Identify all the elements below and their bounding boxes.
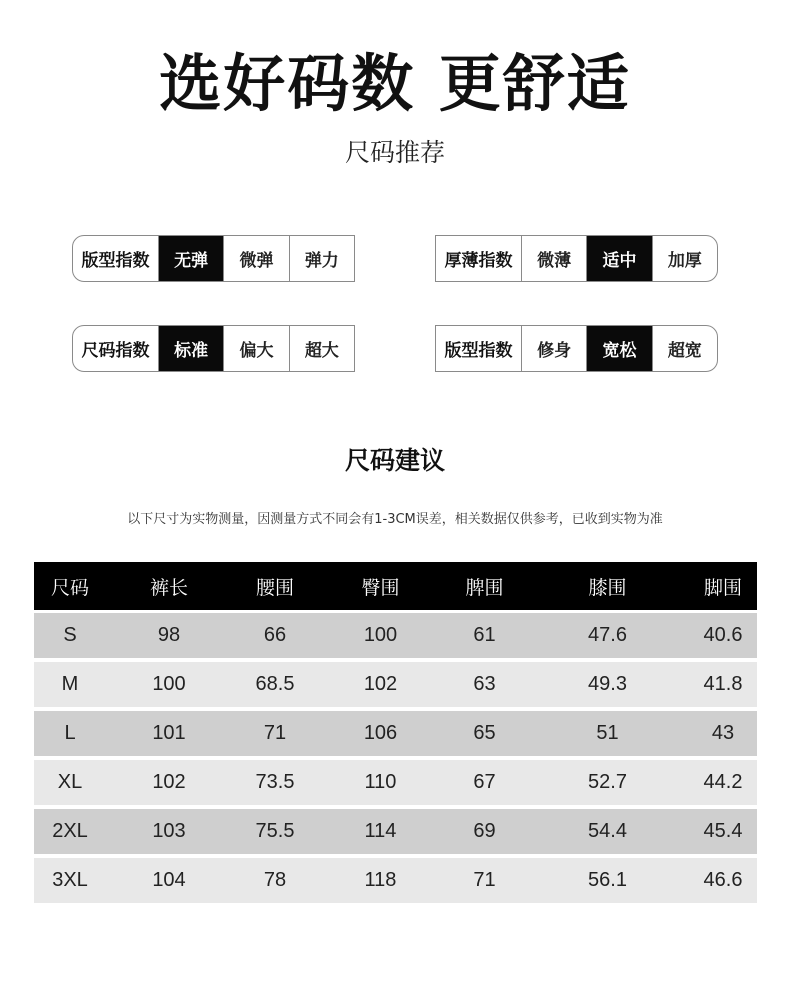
index-option-selected: 宽松 — [587, 326, 652, 371]
table-cell: 104 — [152, 869, 186, 891]
table-header-cell: 脾围 — [465, 576, 504, 599]
table-cell: 52.7 — [588, 771, 627, 793]
index-option-selected: 适中 — [587, 236, 652, 281]
index-option-selected: 无弹 — [159, 236, 224, 281]
table-header-cell: 裤长 — [149, 576, 188, 599]
table-cell: L — [64, 722, 76, 744]
table-row — [34, 711, 757, 756]
fit-shape-index — [435, 325, 718, 372]
table-cell: 68.5 — [255, 673, 295, 695]
index-label: 尺码指数 — [73, 326, 159, 371]
table-cell: 45.4 — [703, 820, 743, 842]
table-cell: 44.2 — [703, 771, 743, 793]
table-cell: 102 — [152, 771, 186, 793]
table-cell: 51 — [596, 722, 619, 744]
table-cell: 2XL — [52, 820, 88, 842]
table-cell: 46.6 — [703, 869, 743, 891]
table-cell: 65 — [473, 722, 496, 744]
table-cell: 61 — [473, 624, 496, 646]
table-row — [34, 760, 757, 805]
index-label: 版型指数 — [436, 326, 522, 371]
table-cell: 114 — [364, 820, 397, 842]
table-cell: 100 — [363, 624, 398, 646]
index-option: 超大 — [304, 341, 339, 361]
index-option: 微薄 — [522, 236, 587, 281]
table-cell: 69 — [473, 820, 496, 842]
table-cell: 40.6 — [703, 624, 743, 646]
table-cell: 75.5 — [255, 820, 295, 842]
size-index — [72, 325, 355, 372]
index-option: 修身 — [522, 326, 587, 371]
table-cell: 78 — [263, 869, 287, 891]
table-cell: 56.1 — [588, 869, 627, 891]
table-header-row — [34, 562, 757, 610]
index-option: 偏大 — [224, 326, 289, 371]
table-header-cell: 尺码 — [50, 576, 89, 599]
table-cell: XL — [57, 771, 83, 793]
index-option: 超宽 — [667, 341, 702, 361]
table-cell: 66 — [263, 624, 287, 646]
index-option: 加厚 — [667, 251, 702, 271]
table-header-cell: 臀围 — [361, 576, 400, 599]
table-cell: 103 — [152, 820, 186, 842]
table-header-cell: 腰围 — [255, 576, 294, 599]
table-row — [34, 809, 757, 854]
table-row — [34, 662, 757, 707]
page-title: 选好码数 更舒适 — [159, 47, 631, 120]
measurement-note: 以下尺寸为实物测量，因测量方式不同会有1-3CM误差，相关数据仅供参考，已收到实物为准 — [127, 512, 663, 527]
index-option: 弹力 — [304, 251, 339, 271]
table-cell: 110 — [364, 771, 397, 793]
thickness-index — [435, 235, 718, 282]
table-cell: 98 — [157, 624, 181, 646]
table-cell: 47.6 — [588, 624, 627, 646]
table-cell: 71 — [263, 722, 287, 744]
table-cell: 41.8 — [703, 673, 743, 695]
table-cell: 43 — [711, 722, 735, 744]
table-cell: 49.3 — [588, 673, 627, 695]
table-cell: 71 — [473, 869, 496, 891]
table-header-cell: 脚围 — [703, 576, 742, 599]
table-row — [34, 858, 757, 903]
table-cell: 73.5 — [255, 771, 295, 793]
table-cell: 54.4 — [588, 820, 627, 842]
table-cell: 63 — [473, 673, 496, 695]
index-option-selected: 标准 — [159, 326, 224, 371]
index-label: 厚薄指数 — [436, 236, 522, 281]
size-advice-title: 尺码建议 — [344, 446, 445, 475]
index-option: 微弹 — [224, 236, 289, 281]
page-subtitle: 尺码推荐 — [344, 138, 445, 167]
size-table — [34, 562, 757, 907]
table-cell: 101 — [152, 722, 186, 744]
table-header-cell: 膝围 — [588, 576, 627, 599]
table-cell: 118 — [364, 869, 397, 891]
table-cell: 67 — [473, 771, 496, 793]
table-cell: 102 — [363, 673, 398, 695]
table-cell: M — [61, 673, 79, 695]
table-cell: 100 — [152, 673, 186, 695]
table-row — [34, 613, 757, 658]
table-cell: 3XL — [52, 869, 88, 891]
table-cell: S — [63, 624, 77, 646]
fit-elasticity-index — [72, 235, 355, 282]
table-cell: 106 — [363, 722, 398, 744]
index-label: 版型指数 — [73, 236, 159, 281]
